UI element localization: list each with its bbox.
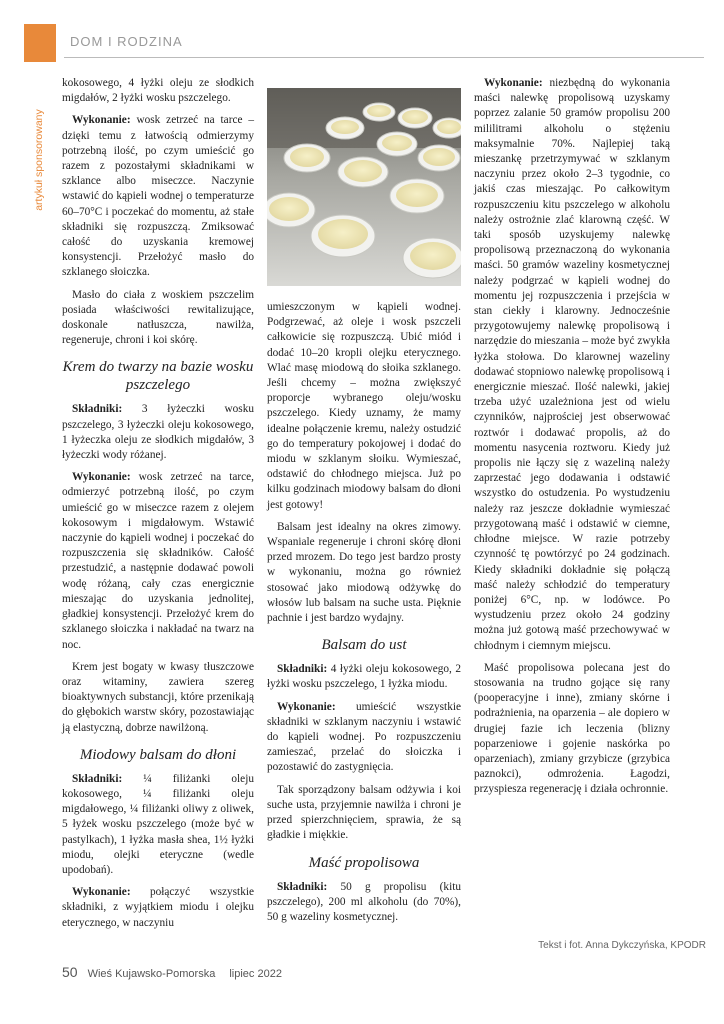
label: Składniki: xyxy=(72,403,123,416)
paragraph-text: umieścić wszystkie składniki w szklanym naczyniu i wstawić do kąpieli wodnej. Po rozpuszczeniu zamieszać, przelać do słoiczka i pozostawić do zastygnięcia. xyxy=(267,700,461,774)
paragraph: Krem jest bogaty w kwasy tłuszczowe oraz witaminy, zawiera szereg bioaktywnych substancji, które przenikają do głębokich warstw skóry, pozostawiając ją elastyczną, dobrze nawilżoną. xyxy=(62,660,254,734)
magazine-name: Wieś Kujawsko-Pomorska xyxy=(87,968,216,980)
page-footer xyxy=(62,964,282,980)
paragraph-text: niezbędną do wykonania maści nalewkę propolisową uzyskamy poprzez zalanie 50 gramów propolisu 200 mililitrami alkoholu o stężeniu maksymalnie 70%. Najlepiej taką mieszankę przetrzymywać w szklanym naczyniu przez około 2–3 tygodnie, co jakiś czas mieszając. Po całkowitym rozpuszczeniu kitu pszczelego w alkoholu należy ostrożnie zlać klarowną część. W taki sposób uzyskujemy nalewkę propolisową przeznaczoną do wykonania maści. 50 gramów wazeliny kosmetycznej należy podgrzać w kąpieli wodnej do momentu jej rozpuszczenia i przejścia w stan ciekły i klarowny. Jednocześnie przygotowujemy nalewkę propolisową i narzędzie do mieszania – może być zwykła łyżka stołowa. Do klarownej wazeliny dodawać stopniowo nalewkę propolisową i energicznie mieszać. Ilość nalewki, jakiej trzeba użyć uzależniona jest od wielu czynników, najprościej jest obserwować roztwór i dodawać propolis, aż do momentu nasycenia roztworu. Kiedy już propolis nie łączy się z wazeliną należy zaprzestać jego dodawania i odstawić wszystko do ostudzenia. Po wystudzeniu należy raz jeszcze dokładnie wymieszać przygotowaną maść i odstawić w ciemne, chłodne miejsce. W razie potrzeby czynność tę powtórzyć po 24 godzinach. Kiedy składniki dokładnie się połączą maść należy schłodzić do temperatury poniżej 6°C, np. w lodówce. Po wystudzeniu przez około 24 godziny można już gotową maść przechowywać w chłodnym i ciemnym miejscu. xyxy=(474,77,670,652)
label: Składniki: xyxy=(277,663,328,676)
label: Składniki: xyxy=(277,880,328,893)
paragraph xyxy=(267,880,461,926)
paragraph-text: wosk zetrzeć na tarce – dzięki temu z łatwością odmierzymy potrzebną ilość, po czym umieścić go razem z pozostałymi składnikami w szklance albo miseczce. Naczynie wstawić do kąpieli wodnej o temperaturze 60–70°C i poczekać do momentu, aż stałe składniki się rozpuszczą. Zmiksować całość do uzyskania kremowej konsystencji. Przełożyć masło do szklanego słoiczka. xyxy=(62,114,254,279)
page-number: 50 xyxy=(62,964,78,980)
label: Wykonanie: xyxy=(72,886,131,899)
photo-balm-jars xyxy=(267,88,461,286)
jars-illustration xyxy=(267,88,461,286)
paragraph xyxy=(62,113,254,280)
paragraph: Tak sporządzony balsam odżywia i koi suche usta, przyjemnie nawilża i chroni je przed spierzchnięciem, sprawia, że są gładkie i miękkie. xyxy=(267,783,461,842)
label: Wykonanie: xyxy=(277,700,336,713)
photo-credit: Tekst i fot. Anna Dykczyńska, KPODR xyxy=(538,940,706,951)
paragraph-text: ¼ filiżanki oleju kokosowego, ¼ filiżanki oleju migdałowego, ¼ filiżanki oliwy z oliwek, 5 łyżek wosku pszczelego (może być w pastylkach), 1 łyżka masła shea, 1½ łyżki miodu, olejki eteryczne (wedle upodobań). xyxy=(62,772,254,876)
paragraph-text: połączyć wszystkie składniki, z wyjątkiem miodu i olejku eterycznego, w naczyniu xyxy=(62,886,254,929)
section-color-tab xyxy=(24,24,56,62)
sponsored-label-text: artykuł sponsorowany xyxy=(33,109,45,211)
paragraph: kokosowego, 4 łyżki oleju ze słodkich migdałów, 2 łyżki wosku pszczelego. xyxy=(62,77,254,105)
paragraph-text: 4 łyżki oleju kokosowego, 2 łyżki wosku pszczelego, 1 łyżka miodu. xyxy=(267,663,461,691)
sponsored-label xyxy=(30,78,48,248)
paragraph: Balsam jest idealny na okres zimowy. Wspaniale regeneruje i chroni skórę dłoni przed mrozem. Do tego jest bardzo prosty w wykonaniu, można go również stosować jako miodową odżywkę do włosów lub balsam na suche usta. Pięknie pachnie i jest bardzo wydajny. xyxy=(267,520,461,625)
paragraph xyxy=(62,885,254,931)
header-rule xyxy=(64,57,704,58)
label: Składniki: xyxy=(72,772,123,785)
recipe-heading: Miodowy balsam do dłoni xyxy=(79,746,237,763)
paragraph xyxy=(267,700,461,776)
paragraph xyxy=(62,402,254,463)
paragraph-text: 50 g propolisu (kitu pszczelego), 200 ml alkoholu (do 70%), 50 g wazeliny kosmetycznej. xyxy=(267,880,461,923)
paragraph: Maść propolisowa polecana jest do stosowania na trudno gojące się rany (pooperacyjne i inne), zmiany skórne i podrażnienia, na oparzenia – ale dopiero w drugiej fazie ich leczenia (blizny poparzeniowe i gojenie naskórka po oparzeniach), zmiany grzybicze (grzybica paznokci), odmrożenia. Łagodzi, przyspiesza regenerację i działa ochronnie. xyxy=(474,661,670,796)
label: Wykonanie: xyxy=(72,114,131,127)
column-3 xyxy=(474,76,670,805)
column-1 xyxy=(62,76,254,938)
recipe-heading: Krem do twarzy na bazie wosku pszczelego xyxy=(62,359,254,394)
paragraph xyxy=(267,662,461,692)
label: Wykonanie: xyxy=(484,77,543,89)
recipe-heading: Maść propolisowa xyxy=(308,854,420,871)
paragraph-text: 3 łyżeczki wosku pszczelego, 3 łyżeczki oleju kokosowego, 1 łyżeczka oleju ze słodkich migdałów, 3 łyżeczki wody różanej. xyxy=(62,403,254,462)
recipe-heading: Balsam do ust xyxy=(321,637,407,654)
issue-date: lipiec 2022 xyxy=(229,968,282,980)
column-2 xyxy=(267,300,461,932)
paragraph xyxy=(62,470,254,652)
label: Wykonanie: xyxy=(72,471,131,484)
paragraph: Masło do ciała z woskiem pszczelim posiada właściwości rewitalizujące, doskonale natłuszcza, nawilża, regeneruje, chroni i koi skórę. xyxy=(62,288,254,347)
paragraph-text: wosk zetrzeć na tarce, odmierzyć potrzebną ilość, po czym umieścić go w miseczce razem z olejem kokosowym i migdałowym. Wstawić naczynie do kąpieli wodnej i poczekać do rozpuszczenia się składników. Całość przestudzić, a następnie dodawać powoli wodę różaną, cały czas energicznie mieszając do uzyskania jednolitej, gładkiej konsystencji. Przełożyć krem do szklanego słoiczka i nakładać na twarz na noc. xyxy=(62,471,254,651)
paragraph xyxy=(62,772,254,878)
paragraph: umieszczonym w kąpieli wodnej. Podgrzewać, aż oleje i wosk pszczeli całkowicie się rozpuszczą. Ubić miód i dodać 10–20 kropli olejku eterycznego. Wlać masę miodową do słoika szklanego. Jeśli chcemy – można zwiększyć proporcje wybranego oleju/wosku pszczelego. Kiedy uznamy, że mamy idealne połączenie kremu, należy ostudzić go do temperatury pokojowej i dodać do miodu w szklanym słoiku. Wymieszać, odstawić do chłodnego miejsca. Już po kilku godzinach miodowy balsam do dłoni jest gotowy! xyxy=(267,301,461,511)
paragraph xyxy=(474,76,670,654)
section-title: DOM I RODZINA xyxy=(70,34,183,49)
